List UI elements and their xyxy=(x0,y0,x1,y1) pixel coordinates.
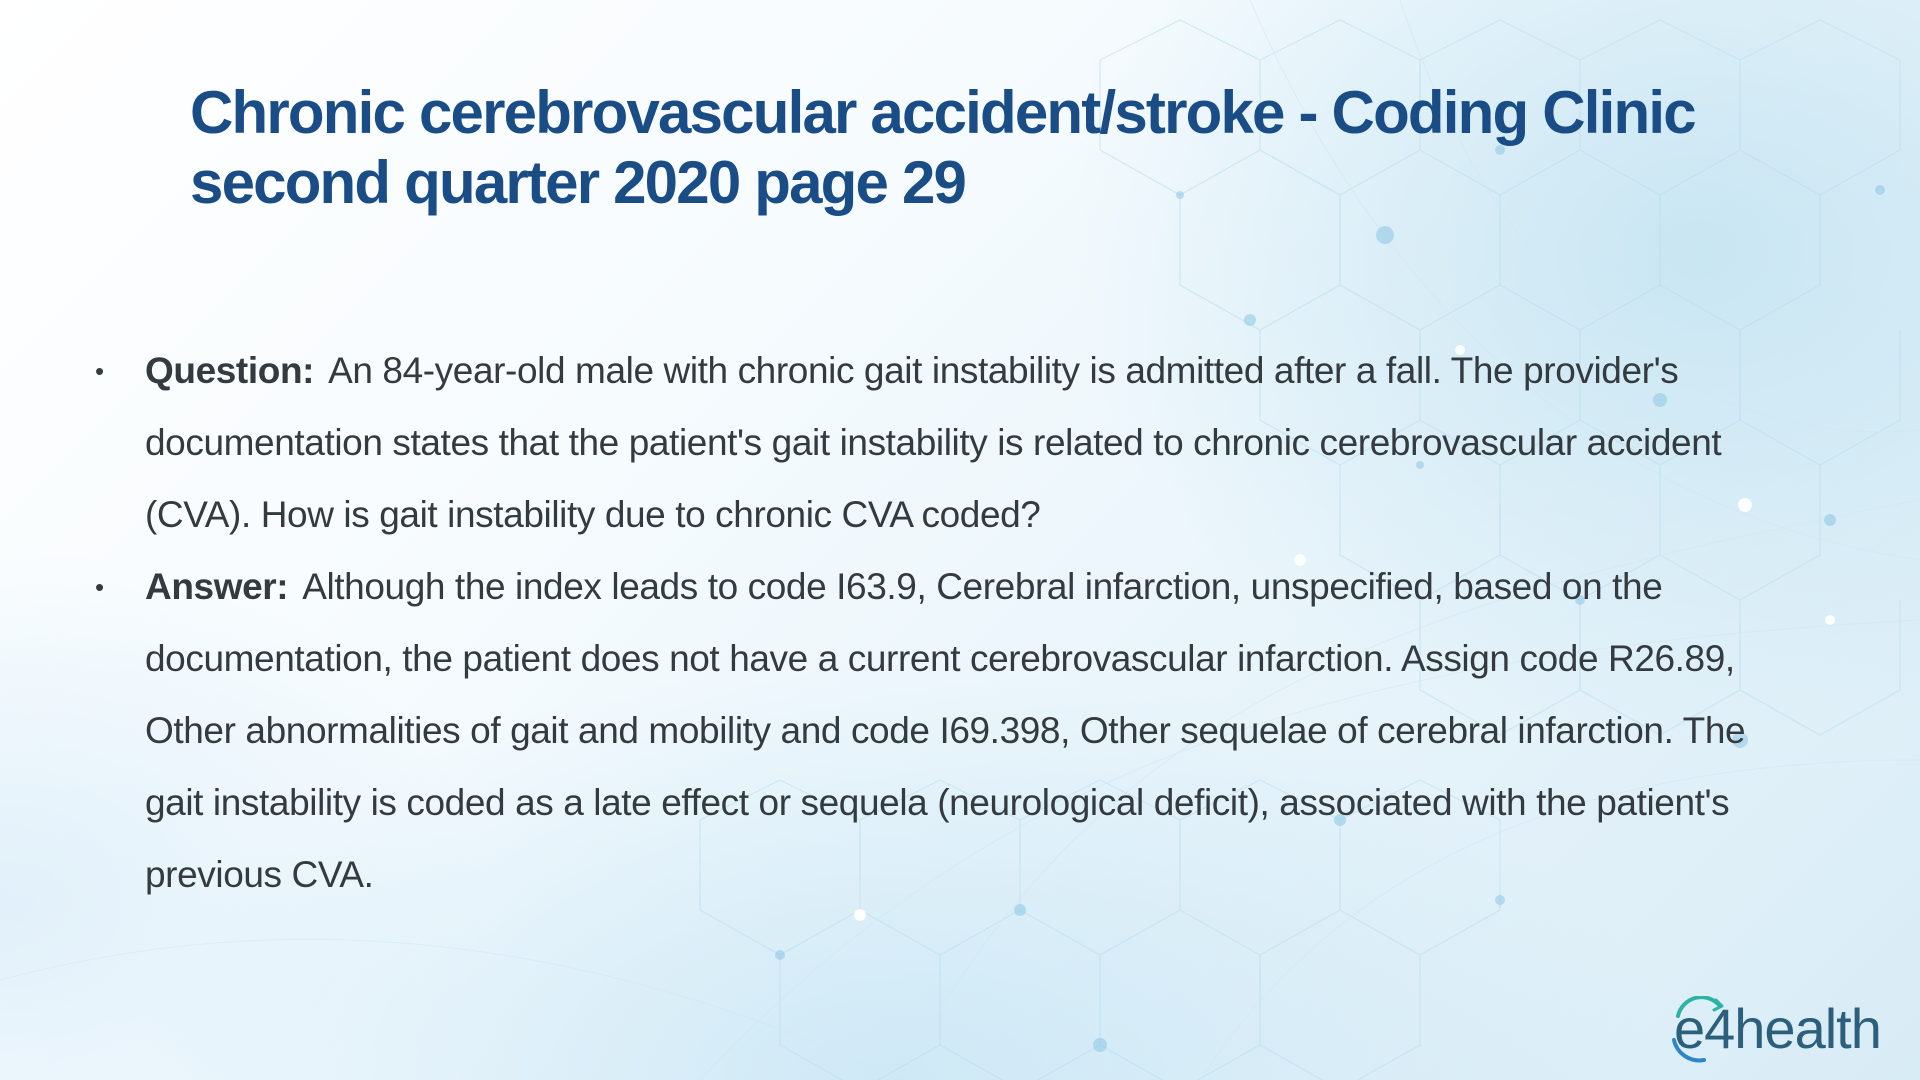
answer-label: Answer: xyxy=(145,566,289,607)
bullet-glyph: • xyxy=(95,572,104,602)
question-text: An 84-year-old male with chronic gait instability is admitted after a fall. The provider's documentation states that the patient's gait instability is related to chronic cerebrovascular accident (CVA). How is gait instability due to chronic CVA coded? xyxy=(145,350,1722,535)
question-label: Question: xyxy=(145,350,315,391)
bullet-question xyxy=(95,335,1795,551)
logo-text: e4health xyxy=(1674,997,1881,1060)
slide-title: Chronic cerebrovascular accident/stroke - Coding Clinic second quarter 2020 page 29 xyxy=(190,79,1695,216)
answer-text: Although the index leads to code I63.9, Cerebral infarction, unspecified, based on the documentation, the patient does not have a current cerebrovascular infarction. Assign code R26.89, Other abnormalities of gait and mobility and code I69.398, Other sequelae of cerebral infarction. The gait instability is coded as a late effect or sequela (neurological deficit), associated with the patient's previous CVA. xyxy=(145,566,1746,895)
bullet-answer xyxy=(95,551,1795,911)
bullet-glyph: • xyxy=(95,356,104,386)
bullet-list xyxy=(95,335,1795,911)
e4health-logo xyxy=(1664,996,1896,1064)
